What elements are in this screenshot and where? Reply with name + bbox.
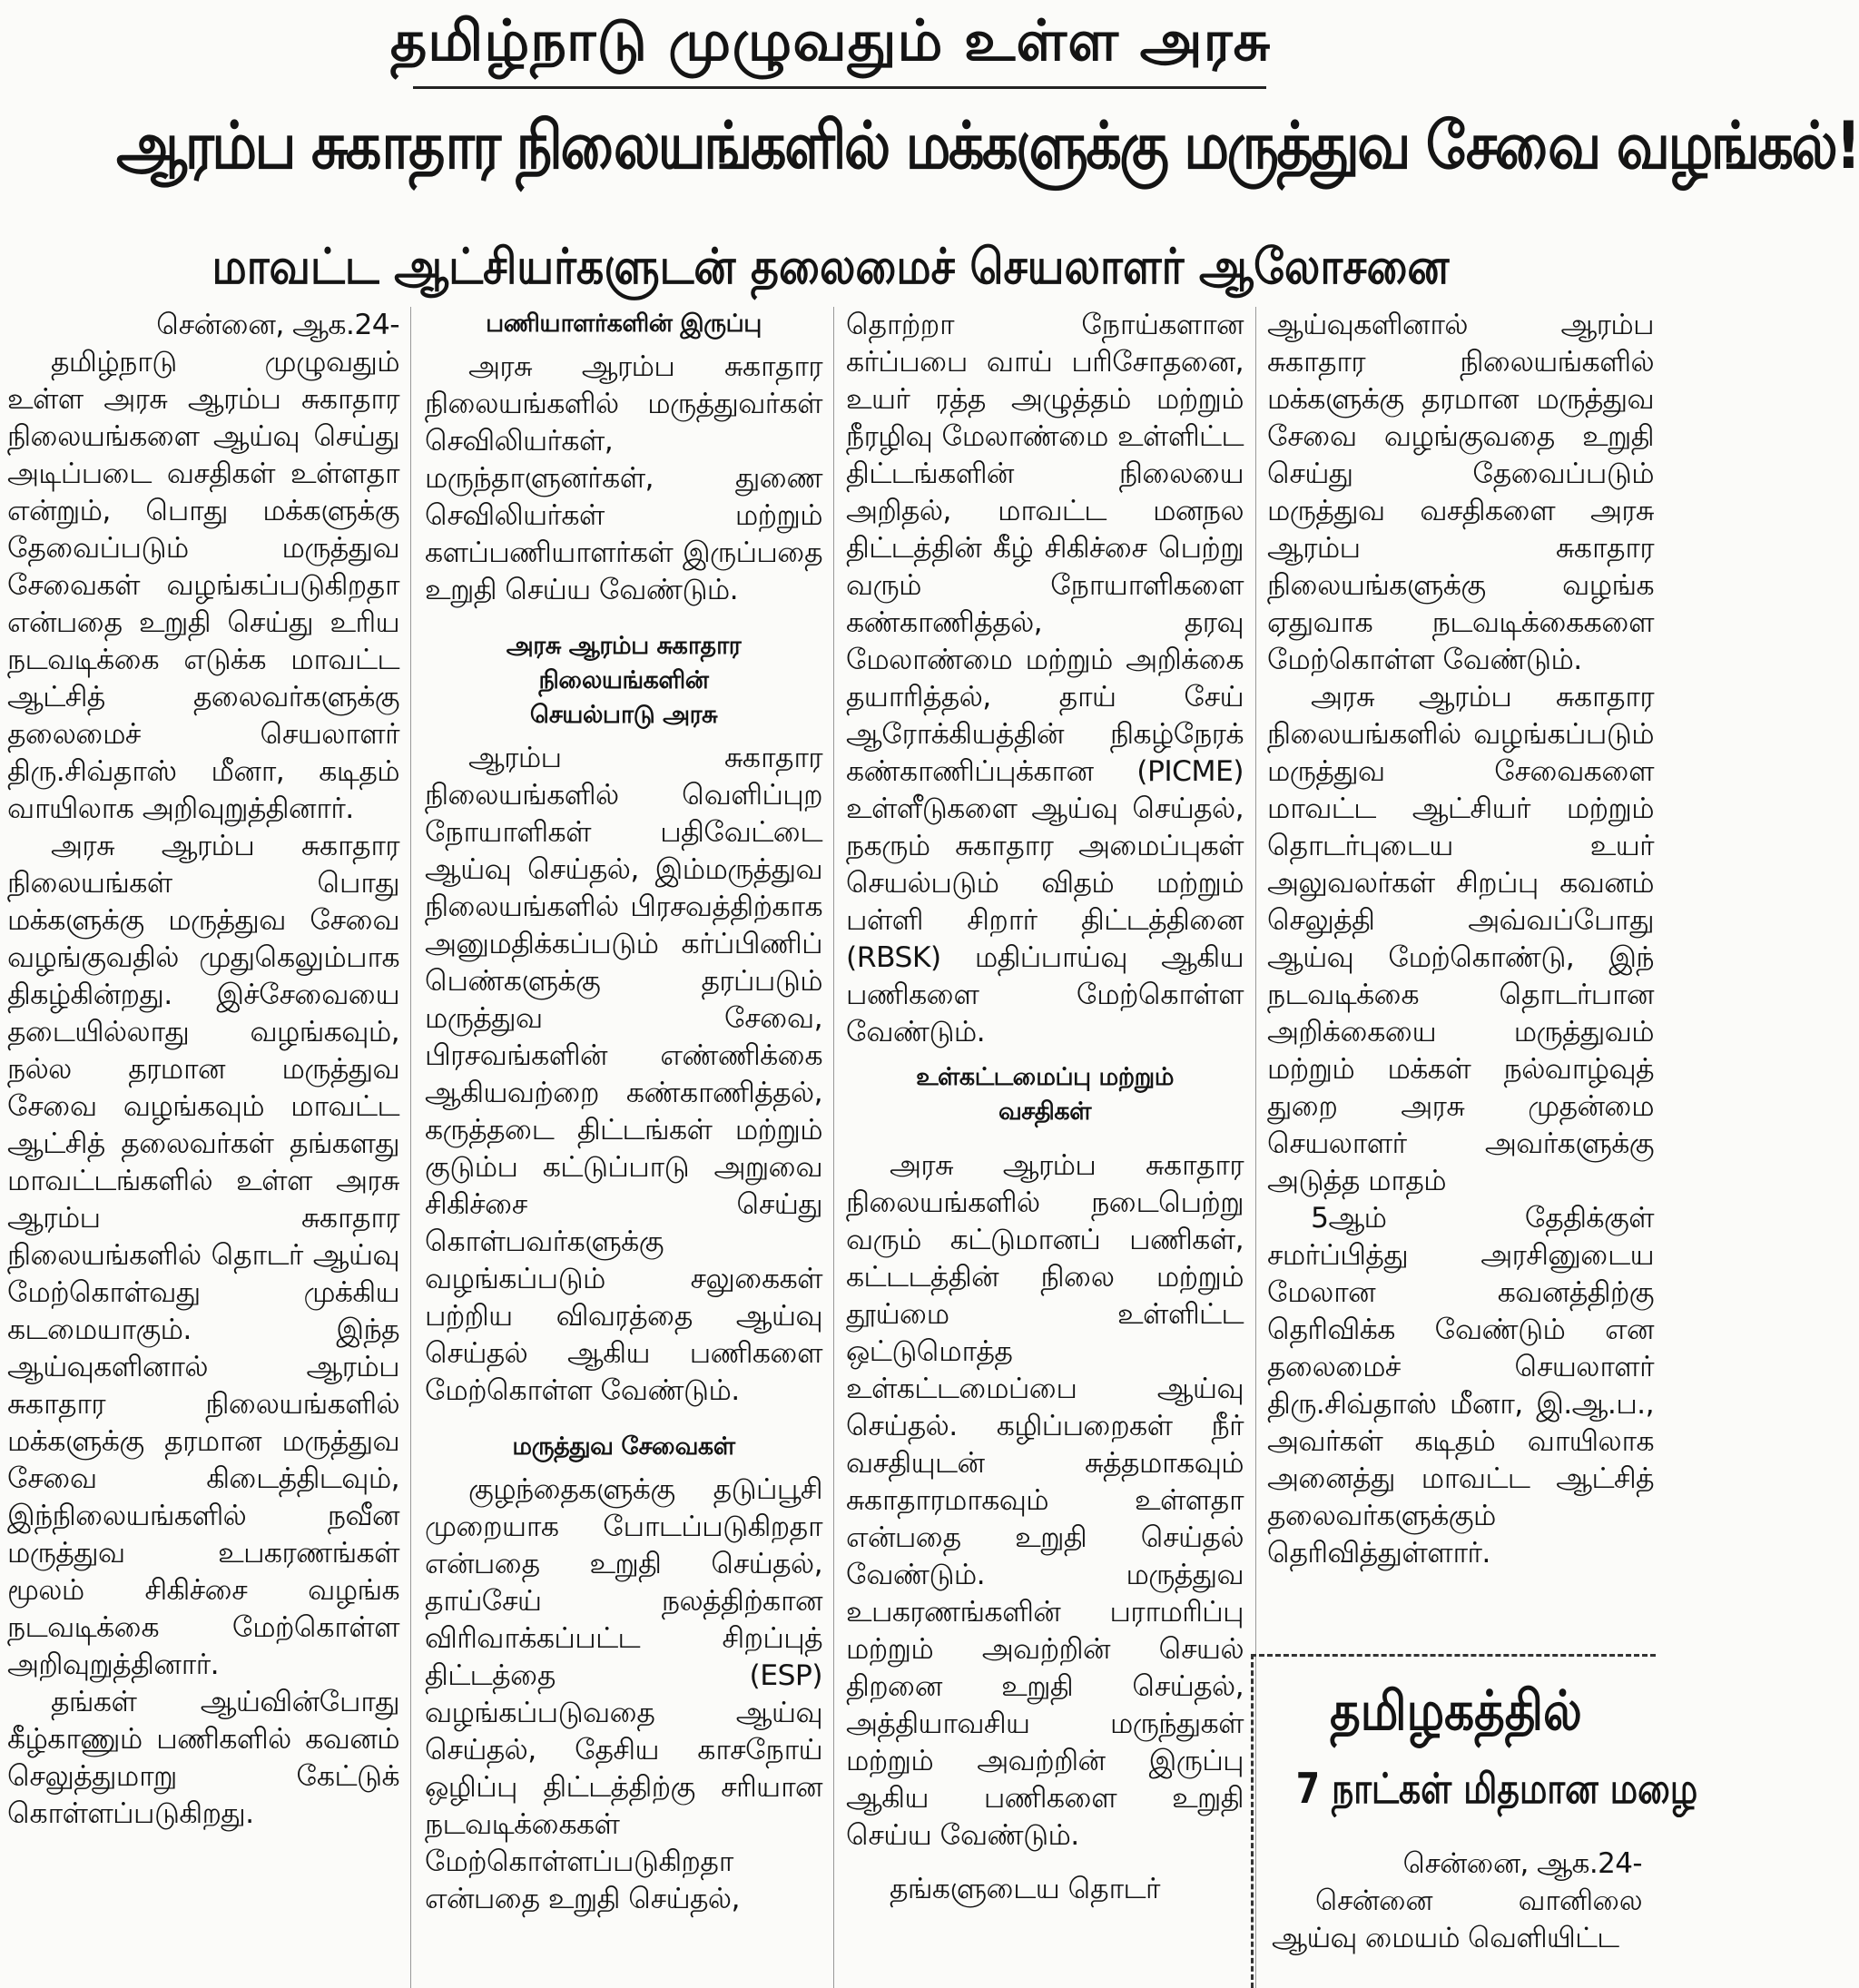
section-heading xyxy=(846,1060,1244,1129)
article-paragraph: அரசு ஆரம்ப சுகாதார நிலையங்களில் வழங்கப்படும் மருத்துவ சேவைகளை மாவட்ட ஆட்சியர் மற்றும் தொடர்புடைய உயர் அலுவலர்கள் சிறப்பு கவனம் செலுத்தி அவ்வப்போது ஆய்வு மேற்கொண்டு, இந் நடவடிக்கை தொடர்பான அறிக்கையை மருத்துவம் மற்றும் மக்கள் நல்வாழ்வுத் துறை அரசு முதன்மை செயலாளர் அவர்களுக்கு அடுத்த மாதம் xyxy=(1267,681,1654,1197)
article-paragraph: ஆய்வுகளினால் ஆரம்ப சுகாதார நிலையங்களில் மக்களுக்கு தரமான மருத்துவ சேவை வழங்குவதை உறுதி செய்து தேவைப்படும் மருத்துவ வசதிகளை அரசு ஆரம்ப சுகாதார நிலையங்களுக்கு வழங்க ஏதுவாக நடவடிக்கைகளை மேற்கொள்ள வேண்டும். xyxy=(1267,309,1654,676)
kicker-headline: தமிழ்நாடு முழுவதும் உள்ள அரசு xyxy=(389,7,1272,74)
box-dateline: சென்னை, ஆக.24- xyxy=(1402,1847,1642,1880)
article-paragraph: அரசு ஆரம்ப சுகாதார நிலையங்களில் மருத்துவர்கள் செவிலியர்கள், மருந்தாளுனர்கள், துணை செவிலியர்கள் மற்றும் களப்பணியாளர்கள் இருப்பதை உறுதி செய்ய வேண்டும். xyxy=(425,350,822,606)
article-paragraph: குழந்தைகளுக்கு தடுப்பூசி முறையாக போடப்படுகிறதா என்பதை உறுதி செய்தல், தாய்சேய் நலத்திற்கான விரிவாக்கப்பட்ட சிறப்புத் திட்டத்தை (ESP) வழங்கப்படுவதை ஆய்வு செய்தல், தேசிய காசநோய் ஒழிப்பு திட்டத்திற்கு சரியான நடவடிக்கைகள் மேற்கொள்ளப்படுகிறதா என்பதை உறுதி செய்தல், xyxy=(425,1473,822,1915)
article-paragraph: தொற்றா நோய்களான கர்ப்பபை வாய் பரிசோதனை, உயர் ரத்த அழுத்தம் மற்றும் நீரழிவு மேலாண்மை உள்ளிட்ட திட்டங்களின் நிலையை அறிதல், மாவட்ட மனநல திட்டத்தின் கீழ் சிகிச்சை பெற்று வரும் நோயாளிகளை கண்காணித்தல், தரவு மேலாண்மை மற்றும் அறிக்கை தயாரித்தல், தாய் சேய் ஆரோக்கியத்தின் நிகழ்நேரக் கண்காணிப்புக்கான (PICME) உள்ளீடுகளை ஆய்வு செய்தல், நகரும் சுகாதார அமைப்புகள் செயல்படும் விதம் மற்றும் பள்ளி சிறார் திட்டத்தினை (RBSK) மதிப்பாய்வு ஆகிய பணிகளை மேற்கொள்ள வேண்டும். xyxy=(846,309,1244,1048)
dateline: சென்னை, ஆக.24- xyxy=(156,309,399,341)
article-paragraph: தங்கள் ஆய்வின்போது கீழ்காணும் பணிகளில் கவனம் செலுத்துமாறு கேட்டுக் கொள்ளப்படுகிறது. xyxy=(7,1686,399,1830)
weather-news-box xyxy=(1251,1654,1698,1988)
article-column-2 xyxy=(425,307,822,1918)
kicker-underline xyxy=(413,86,1266,89)
section-heading-line: உள்கட்டமைப்பு மற்றும் xyxy=(916,1063,1174,1091)
section-heading: மருத்துவ சேவைகள் xyxy=(512,1432,735,1461)
box-subheadline: 7 நாட்கள் மிதமான மழை xyxy=(1295,1764,1698,1813)
column-divider xyxy=(833,307,834,1988)
article-paragraph: அரசு ஆரம்ப சுகாதார நிலையங்கள் பொது மக்களுக்கு மருத்துவ சேவை வழங்குவதில் முதுகெலும்பாக திகழ்கின்றது. இச்சேவையை தடையில்லாது வழங்கவும், நல்ல தரமான மருத்துவ சேவை வழங்கவும் மாவட்ட ஆட்சித் தலைவர்கள் தங்களது மாவட்டங்களில் உள்ள அரசு ஆரம்ப சுகாதார நிலையங்களில் தொடர் ஆய்வு மேற்கொள்வது முக்கிய கடமையாகும். இந்த ஆய்வுகளினால் ஆரம்ப சுகாதார நிலையங்களில் மக்களுக்கு தரமான மருத்துவ சேவை கிடைத்திடவும், இந்நிலையங்களில் நவீன மருத்துவ உபகரணங்கள் மூலம் சிகிச்சை வழங்க நடவடிக்கை மேற்கொள்ள அறிவுறுத்தினார். xyxy=(7,830,399,1681)
article-column-3 xyxy=(846,307,1244,1908)
column-divider xyxy=(410,307,411,1988)
section-heading-line: செயல்பாடு அரசு xyxy=(529,701,718,729)
section-heading: பணியாளர்களின் இருப்பு xyxy=(486,310,762,338)
main-headline: ஆரம்ப சுகாதார நிலையங்களில் மக்களுக்கு மருத்துவ சேவை வழங்கல்! xyxy=(116,107,1859,183)
article-column-4 xyxy=(1267,307,1654,1572)
article-paragraph: ஆரம்ப சுகாதார நிலையங்களில் வெளிப்புற நோயாளிகள் பதிவேட்டை ஆய்வு செய்தல், இம்மருத்துவ நிலையங்களில் பிரசவத்திற்காக அனுமதிக்கப்படும் கர்ப்பிணிப் பெண்களுக்கு தரப்படும் மருத்துவ சேவை, பிரசவங்களின் எண்ணிக்கை ஆகியவற்றை கண்காணித்தல், கருத்தடை திட்டங்கள் மற்றும் குடும்ப கட்டுப்பாடு அறுவை சிகிச்சை செய்து கொள்பவர்களுக்கு வழங்கப்படும் சலுகைகள் பற்றிய விவரத்தை ஆய்வு செய்தல் ஆகிய பணிகளை மேற்கொள்ள வேண்டும். xyxy=(425,742,822,1407)
section-heading-line: வசதிகள் xyxy=(998,1097,1092,1126)
article-paragraph: 5ஆம் தேதிக்குள் சமர்ப்பித்து அரசினுடைய மேலான கவனத்திற்கு தெரிவிக்க வேண்டும் என தலைமைச் செயலாளர் திரு.சிவ்தாஸ் மீனா, இ.ஆ.ப., அவர்கள் கடிதம் வாயிலாக அனைத்து மாவட்ட ஆட்சித் தலைவர்களுக்கும் தெரிவித்துள்ளார். xyxy=(1267,1202,1654,1570)
box-body xyxy=(1272,1845,1642,1957)
section-heading xyxy=(425,629,822,733)
box-headline: தமிழகத்தில் xyxy=(1330,1679,1582,1743)
article-paragraph: அரசு ஆரம்ப சுகாதார நிலையங்களில் நடைபெற்று வரும் கட்டுமானப் பணிகள், கட்டடத்தின் நிலை மற்றும் தூய்மை உள்ளிட்ட ஒட்டுமொத்த உள்கட்டமைப்பை ஆய்வு செய்தல். கழிப்பறைகள் நீர் வசதியுடன் சுத்தமாகவும் சுகாதாரமாகவும் உள்ளதா என்பதை உறுதி செய்தல் வேண்டும். மருத்துவ உபகரணங்களின் பராமரிப்பு மற்றும் அவற்றின் செயல் திறனை உறுதி செய்தல், அத்தியாவசிய மருந்துகள் மற்றும் அவற்றின் இருப்பு ஆகிய பணிகளை உறுதி செய்ய வேண்டும். xyxy=(846,1149,1244,1852)
section-heading-line: நிலையங்களின் xyxy=(538,666,709,694)
article-paragraph: தங்களுடைய தொடர் xyxy=(890,1873,1160,1905)
article-column-1 xyxy=(7,307,399,1833)
box-paragraph: சென்னை வானிலை ஆய்வு மையம் வெளியிட்ட xyxy=(1272,1885,1642,1954)
article-paragraph: தமிழ்நாடு முழுவதும் உள்ள அரசு ஆரம்ப சுகாதார நிலையங்களை ஆய்வு செய்து அடிப்படை வசதிகள் உள்ளதா என்றும், பொது மக்களுக்கு தேவைப்படும் மருத்துவ சேவைகள் வழங்கப்படுகிறதா என்பதை உறுதி செய்து உரிய நடவடிக்கை எடுக்க மாவட்ட ஆட்சித் தலைவர்களுக்கு தலைமைச் செயலாளர் திரு.சிவ்தாஸ் மீனா, கடிதம் வாயிலாக அறிவுறுத்தினார். xyxy=(7,346,399,825)
sub-headline: மாவட்ட ஆட்சியர்களுடன் தலைமைச் செயலாளர் ஆலோசனை xyxy=(211,238,1450,295)
section-heading-line: அரசு ஆரம்ப சுகாதார xyxy=(506,632,742,660)
